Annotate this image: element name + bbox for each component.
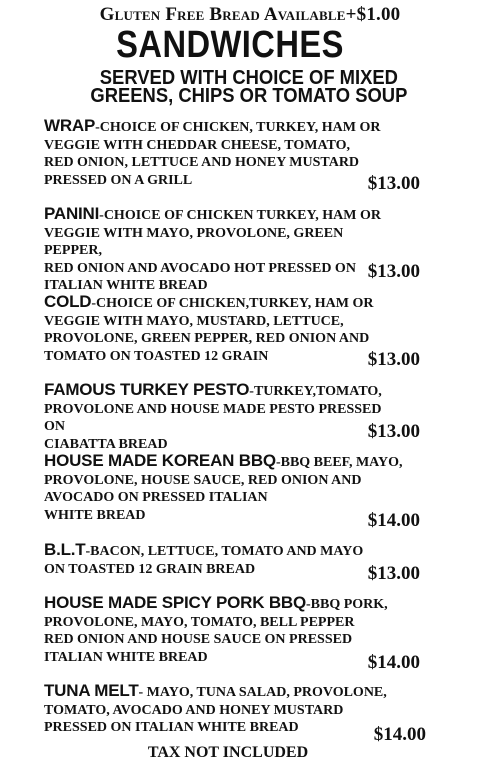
item-line: -BACON, LETTUCE, TOMATO AND MAYO <box>85 544 364 559</box>
item-price: $13.00 <box>367 563 420 584</box>
item-line: -CHOICE OF CHICKEN, TURKEY, HAM OR <box>95 120 381 135</box>
item-line: WHITE BREAD <box>44 507 146 523</box>
item-line: PROVOLONE, MAYO, TOMATO, BELL PEPPER <box>44 614 355 630</box>
item-line: ITALIAN WHITE BREAD <box>44 649 208 665</box>
item-price: $14.00 <box>367 510 420 531</box>
item-price: $13.00 <box>367 261 420 282</box>
item-line: PROVOLONE, GREEN PEPPER, RED ONION AND <box>44 331 370 346</box>
item-line: ITALIAN WHITE BREAD <box>44 278 208 293</box>
item-name: HOUSE MADE KOREAN BBQ <box>44 451 276 470</box>
item-line: VEGGIE WITH CHEDDAR CHEESE, TOMATO, <box>44 137 350 153</box>
item-name: TUNA MELT <box>44 681 139 700</box>
subtitle-line-2: GREENS, CHIPS OR TOMATO SOUP <box>90 85 408 107</box>
item-line: VEGGIE WITH MAYO, MUSTARD, LETTUCE, <box>44 313 344 329</box>
item-line: -BBQ BEEF, MAYO, <box>275 455 403 470</box>
item-name: WRAP <box>44 116 96 135</box>
item-line: -CHOICE OF CHICKEN,TURKEY, HAM OR <box>91 296 374 311</box>
item-line: PROVOLONE, HOUSE SAUCE, RED ONION AND <box>44 472 362 488</box>
item-description <box>44 293 404 365</box>
menu-item-famous-turkey-pesto <box>44 381 434 453</box>
item-description <box>44 205 404 295</box>
item-line: RED ONION AND AVOCADO HOT PRESSED ON <box>44 260 356 276</box>
item-line: -CHOICE OF CHICKEN TURKEY, HAM OR <box>99 208 381 223</box>
gluten-free-note: Gluten Free Bread Available+$1.00 <box>99 4 401 25</box>
item-line: TOMATO, AVOCADO AND HONEY MUSTARD <box>44 702 344 718</box>
item-price: $13.00 <box>367 421 420 442</box>
item-line: PROVOLONE AND HOUSE MADE PESTO PRESSED ON <box>44 401 382 434</box>
item-line: PRESSED ON ITALIAN WHITE BREAD <box>44 720 299 735</box>
item-name: B.L.T <box>44 540 86 559</box>
item-line: - MAYO, TUNA SALAD, PROVOLONE, <box>138 685 387 700</box>
item-line: PRESSED ON A GRILL <box>44 172 193 188</box>
item-description <box>44 117 404 189</box>
item-line: -TURKEY,TOMATO, <box>249 384 382 399</box>
item-line: RED ONION, LETTUCE AND HONEY MUSTARD <box>44 155 360 170</box>
menu-item-tuna-melt <box>44 681 434 745</box>
menu-item-blt <box>44 540 434 584</box>
item-name: FAMOUS TURKEY PESTO <box>44 380 250 399</box>
item-name: HOUSE MADE SPICY PORK BBQ <box>44 593 307 612</box>
item-line: VEGGIE WITH MAYO, PROVOLONE, GREEN PEPPER, <box>44 225 344 258</box>
item-price: $14.00 <box>367 652 420 673</box>
subtitle-line-1: SERVED WITH CHOICE OF MIXED <box>99 67 398 89</box>
menu-item-wrap <box>44 116 434 194</box>
tax-note: TAX NOT INCLUDED <box>147 744 309 761</box>
item-description <box>44 682 404 737</box>
item-name: COLD <box>44 292 92 311</box>
menu-item-spicy-pork-bbq <box>44 593 434 673</box>
item-description <box>44 381 404 453</box>
page-title: SANDWICHES <box>116 24 344 66</box>
item-line: ON TOASTED 12 GRAIN BREAD <box>44 561 256 577</box>
item-price: $13.00 <box>367 349 420 370</box>
item-line: RED ONION AND HOUSE SAUCE ON PRESSED <box>44 632 353 647</box>
menu-item-panini <box>44 205 434 295</box>
item-price: $14.00 <box>373 724 426 745</box>
menu-item-korean-bbq <box>44 451 434 531</box>
item-description <box>44 594 404 666</box>
menu-item-cold <box>44 292 434 370</box>
item-name: PANINI <box>44 204 100 223</box>
item-line: TOMATO ON TOASTED 12 GRAIN <box>44 348 269 364</box>
item-price: $13.00 <box>367 173 420 194</box>
item-line: CIABATTA BREAD <box>44 436 168 452</box>
item-line: AVOCADO ON PRESSED ITALIAN <box>44 490 268 505</box>
item-line: -BBQ PORK, <box>306 597 388 612</box>
item-description <box>44 452 404 524</box>
item-description <box>44 541 404 578</box>
